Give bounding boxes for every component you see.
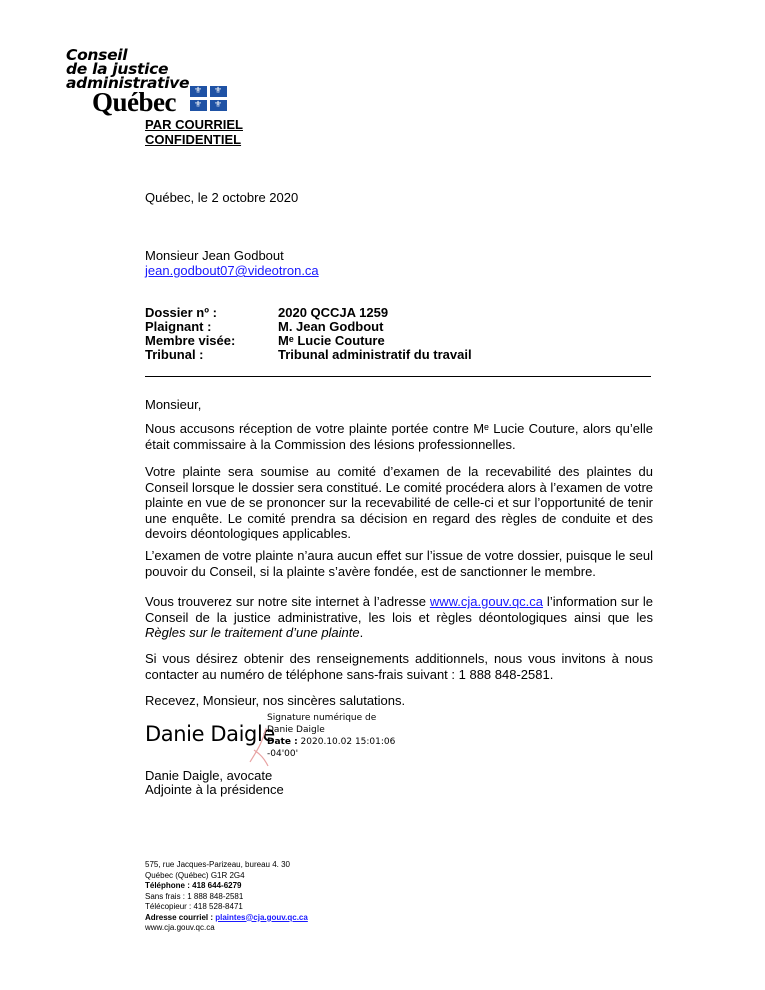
logo-line-2: de la justice	[66, 60, 169, 78]
recipient-name: Monsieur Jean Godbout	[145, 248, 284, 263]
separator-line	[145, 376, 651, 377]
paragraph-4-text-b: l’information sur le Conseil de la justice administrative, les lois et règles déontologiques ainsi que les	[145, 594, 653, 625]
signature-script-name: Danie Daigle	[145, 722, 275, 746]
footer-fax: Télécopieur : 418 528-8471	[145, 902, 243, 911]
paragraph-2: Votre plainte sera soumise au comité d’examen de la recevabilité des plaintes du Conseil lorsque le dossier sera constitué. Le comité procédera alors à l’examen de votre plainte en vue de se prononcer sur la recevabilité de celle-ci et sur l’opportunité de tenir une enquête. Le comité prendra sa décision en regard des règles de conduite et des devoirs déontologiques applicables.	[145, 464, 653, 541]
signer-name: Danie Daigle, avocate	[145, 768, 273, 783]
file-label-plaignant: Plaignant :	[145, 319, 212, 334]
footer-phone: Téléphone : 418 644-6279	[145, 881, 242, 890]
signature-date	[267, 736, 395, 748]
file-value-dossier: 2020 QCCJA 1259	[278, 305, 389, 320]
file-value-tribunal: Tribunal administratif du travail	[278, 347, 472, 362]
file-label-membre: Membre visée:	[145, 333, 236, 348]
confidential-label: CONFIDENTIEL	[145, 132, 242, 147]
signature-timezone: -04'00'	[267, 749, 299, 759]
logo-quebec: Québec	[92, 87, 176, 117]
footer-tollfree: Sans frais : 1 888 848-2581	[145, 891, 244, 901]
footer-email-line	[145, 913, 308, 924]
rules-title: Règles sur le traitement d’une plainte	[145, 625, 360, 640]
footer-website: www.cja.gouv.qc.ca	[145, 923, 215, 932]
file-value-plaignant: M. Jean Godbout	[278, 319, 384, 334]
footer-contact	[145, 860, 308, 934]
paragraph-4-text-c: .	[359, 625, 364, 640]
file-value-membre: Mᵉ Lucie Couture	[278, 333, 385, 348]
logo-line-1: Conseil	[66, 46, 128, 64]
paragraph-3: L’examen de votre plainte n’aura aucun effet sur l’issue de votre dossier, puisque le seul pouvoir du Conseil, si la plainte s’avère fondée, est de sanctionner le membre.	[145, 548, 653, 579]
paragraph-5: Si vous désirez obtenir des renseignements additionnels, nous vous invitons à nous contacter au numéro de téléphone sans-frais suivant : 1 888 848-2581.	[145, 651, 653, 682]
recipient-email-link[interactable]: jean.godbout07@videotron.ca	[145, 263, 319, 278]
quebec-flag-icon: ⚜ ⚜ ⚜ ⚜	[190, 86, 227, 111]
paragraph-4	[145, 594, 653, 641]
website-link[interactable]: www.cja.gouv.qc.ca	[429, 594, 544, 609]
paragraph-1: Nous accusons réception de votre plainte portée contre Mᵉ Lucie Couture, alors qu’elle était commissaire à la Commission des lésions professionnelles.	[145, 421, 653, 452]
signature-date-label: Date :	[267, 737, 298, 747]
footer-address-2: Québec (Québec) G1R 2G4	[145, 870, 245, 880]
signature-metadata	[267, 712, 395, 760]
cja-logo	[66, 45, 266, 120]
delivery-mode: PAR COURRIEL	[145, 117, 243, 132]
footer-email-link[interactable]: plaintes@cja.gouv.qc.ca	[215, 912, 308, 922]
letter-date: Québec, le 2 octobre 2020	[145, 190, 299, 205]
footer-email-label: Adresse courriel :	[145, 912, 216, 922]
footer-address-1: 575, rue Jacques-Parizeau, bureau 4. 30	[145, 860, 290, 869]
logo-line-3: administrative	[66, 74, 190, 92]
signer-title: Adjointe à la présidence	[145, 782, 284, 797]
signature-meta-line-2: Danie Daigle	[267, 725, 325, 735]
file-label-tribunal: Tribunal :	[145, 347, 204, 362]
salutation: Monsieur,	[145, 397, 202, 412]
signature-date-value: 2020.10.02 15:01:06	[297, 737, 396, 747]
file-label-dossier: Dossier nº :	[145, 305, 217, 320]
paragraph-4-text-a: Vous trouverez sur notre site internet à l’adresse	[145, 594, 430, 609]
signature-meta-line-1: Signature numérique de	[267, 713, 377, 723]
closing-line: Recevez, Monsieur, nos sincères salutations.	[145, 693, 406, 708]
